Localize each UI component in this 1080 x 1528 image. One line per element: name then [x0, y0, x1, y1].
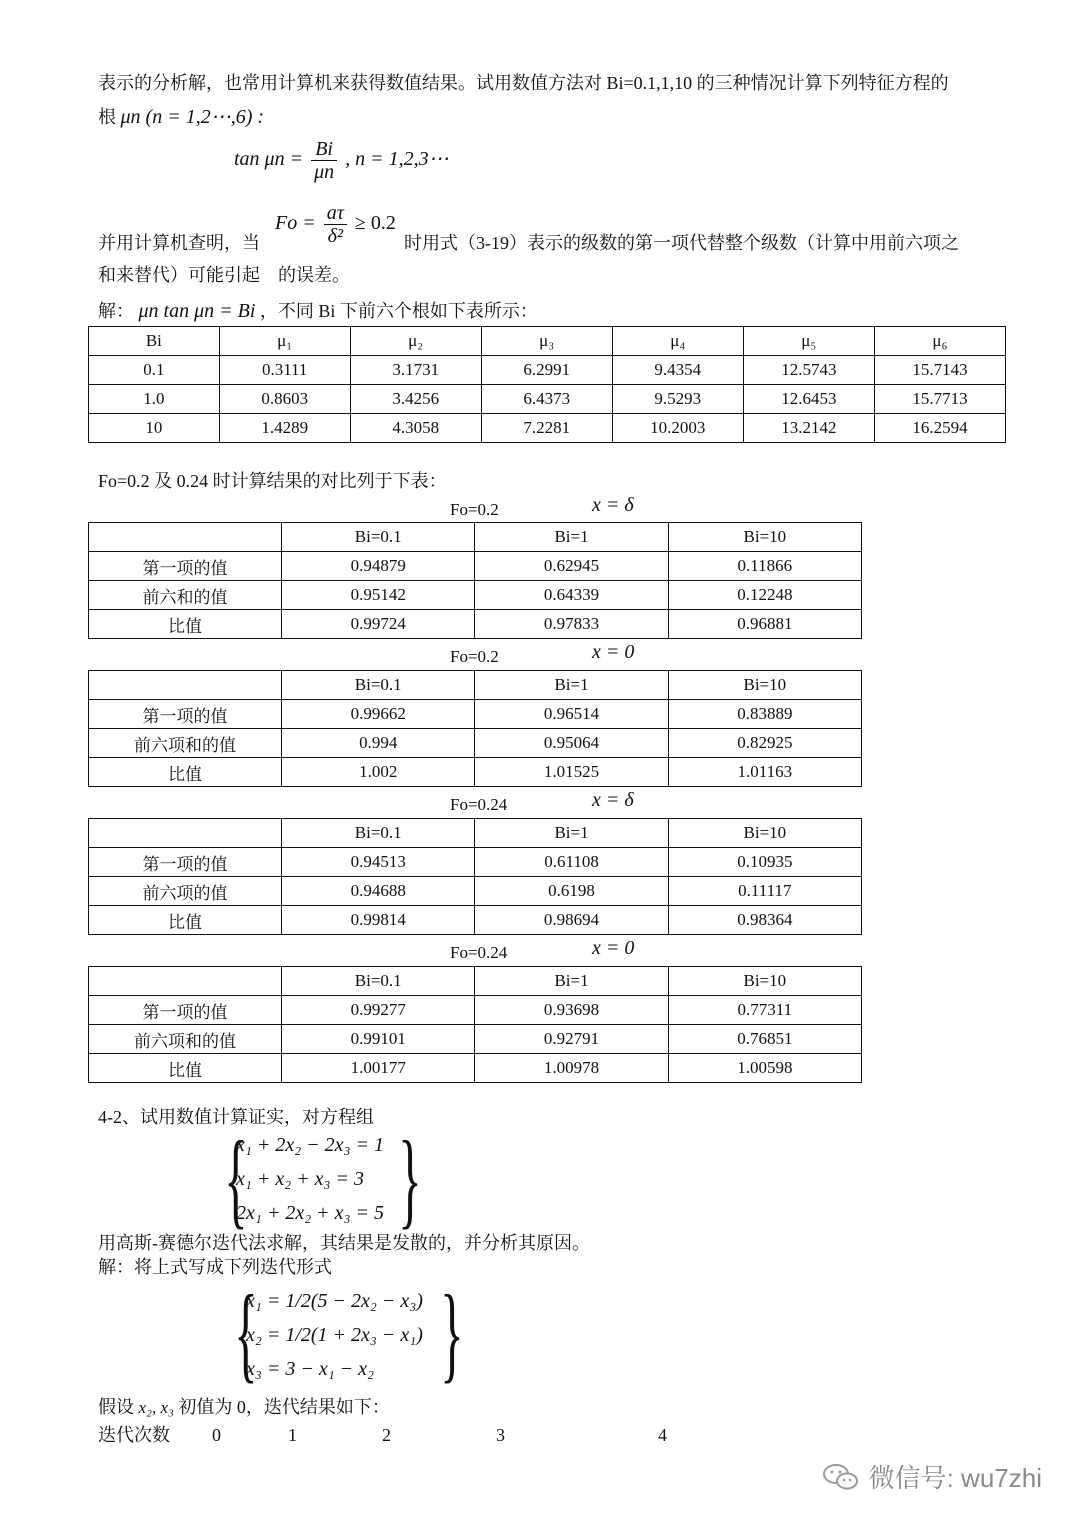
row-label-cell: 比值	[89, 1054, 282, 1083]
table-cell: 0.12248	[668, 581, 861, 610]
table-header-cell	[89, 819, 282, 848]
table-cell: 0.11117	[668, 877, 861, 906]
table-cell: 0.93698	[475, 996, 668, 1025]
table-header-cell: Bi=10	[668, 523, 861, 552]
table-header-cell: Bi=0.1	[282, 967, 475, 996]
wechat-icon	[821, 1462, 861, 1492]
watermark-text: 微信号: wu7zhi	[868, 1463, 1042, 1493]
fo-inequality	[275, 202, 396, 247]
table-cell: 0.77311	[668, 996, 861, 1025]
table-cell: 0.62945	[475, 552, 668, 581]
row-label-cell: 前六项和的值	[89, 1025, 282, 1054]
table-cell: 0.3111	[219, 356, 350, 385]
table-cell: 0.94688	[282, 877, 475, 906]
table-cell: 6.4373	[481, 385, 612, 414]
table-header-cell: Bi	[89, 327, 220, 356]
system-eq: x₁ + 2x₂ − 2x₃ = 1	[236, 1134, 384, 1156]
table-cell: 0.994	[282, 729, 475, 758]
table-cell: 0.92791	[475, 1025, 668, 1054]
tan-eq-numerator: Bi	[311, 138, 337, 161]
table-header-cell: Bi=1	[475, 523, 668, 552]
table-cell: 3.4256	[350, 385, 481, 414]
table-cell: 7.2281	[481, 414, 612, 443]
row-label-cell: 比值	[89, 758, 282, 787]
iteration-number: 0	[212, 1425, 221, 1445]
compare-intro: Fo=0.2 及 0.24 时计算结果的对比列于下表：	[98, 471, 447, 491]
table-cell: 0.99814	[282, 906, 475, 935]
table-row	[89, 385, 1006, 414]
table-header-row	[89, 523, 862, 552]
table-cell: 12.5743	[743, 356, 874, 385]
right-brace: }	[440, 1274, 464, 1393]
table-caption-fo: Fo=0.2	[450, 500, 499, 519]
table-header-row	[89, 327, 1006, 356]
table-cell: 0.95142	[282, 581, 475, 610]
table-cell: 9.5293	[612, 385, 743, 414]
table-cell: 3.1731	[350, 356, 481, 385]
table-cell: 1.00978	[475, 1054, 668, 1083]
table-cell: 0.6198	[475, 877, 668, 906]
table-header-row	[89, 671, 862, 700]
table-header-cell: μ₅	[743, 327, 874, 356]
row-label-cell: 前六和的值	[89, 581, 282, 610]
table-row	[89, 414, 1006, 443]
table-header-row	[89, 967, 862, 996]
fo-numerator: aτ	[324, 202, 347, 225]
table-header-cell	[89, 671, 282, 700]
table-cell: 0.94513	[282, 848, 475, 877]
tan-eq-right: , n = 1,2,3⋯	[345, 148, 449, 171]
table-header-cell: Bi=0.1	[282, 819, 475, 848]
row-label-cell: 第一项的值	[89, 552, 282, 581]
table-cell: 0.61108	[475, 848, 668, 877]
table-header-cell: Bi=1	[475, 671, 668, 700]
table-cell: 0.98694	[475, 906, 668, 935]
assume-prefix: 假设	[98, 1397, 134, 1417]
iteration-label: 迭代次数	[98, 1425, 170, 1445]
table-header-row	[89, 819, 862, 848]
table-cell: 4.3058	[350, 414, 481, 443]
row-label-cell: 第一项的值	[89, 700, 282, 729]
row-label-cell: 第一项的值	[89, 996, 282, 1025]
right-brace: }	[398, 1120, 422, 1239]
table-cell: 0.11866	[668, 552, 861, 581]
iteration-eq: x₃ = 3 − x₁ − x₂	[246, 1358, 374, 1380]
table-cell: 0.97833	[475, 610, 668, 639]
tan-eq-left: tan μn =	[234, 148, 304, 171]
iteration-solution-line: 解：将上式写成下列迭代形式	[98, 1257, 332, 1277]
table-cell: 1.00177	[282, 1054, 475, 1083]
assume-line	[98, 1396, 390, 1419]
table-cell: 12.6453	[743, 385, 874, 414]
left-brace: {	[224, 1120, 248, 1239]
fo-fraction	[324, 202, 347, 247]
table-caption-position: x = 0	[592, 641, 635, 663]
table-header-cell	[89, 523, 282, 552]
intro-line-2-prefix: 根	[98, 107, 116, 127]
intro-line-3-suffix: 时用式（3-19）表示的级数的第一项代替整个级数（计算中用前六项之	[404, 233, 959, 253]
tan-equation	[234, 138, 449, 183]
table-cell: 15.7713	[874, 385, 1005, 414]
system-eq: 2x₁ + 2x₂ + x₃ = 5	[236, 1202, 384, 1224]
problem-title: 4-2、试用数值计算证实，对方程组	[98, 1107, 374, 1127]
fo-denominator: δ²	[327, 225, 343, 247]
comparison-table	[88, 670, 862, 787]
row-label-cell: 第一项的值	[89, 848, 282, 877]
table-header-cell: Bi=1	[475, 819, 668, 848]
table-caption-fo: Fo=0.24	[450, 943, 508, 962]
table-cell: 0.10935	[668, 848, 861, 877]
table-header-cell: Bi=0.1	[282, 671, 475, 700]
row-label-cell: 前六项的值	[89, 877, 282, 906]
table-caption-fo: Fo=0.24	[450, 795, 508, 814]
table-header-cell: μ₆	[874, 327, 1005, 356]
fo-left: Fo =	[275, 212, 316, 235]
comparison-table	[88, 966, 862, 1083]
table-header-cell	[89, 967, 282, 996]
table-header-cell: μ₄	[612, 327, 743, 356]
table-row	[89, 996, 862, 1025]
iteration-eq: x₂ = 1/2(1 + 2x₃ − x₁)	[246, 1324, 423, 1346]
table-cell: 0.96881	[668, 610, 861, 639]
table-header-cell: μ₃	[481, 327, 612, 356]
iteration-header	[98, 1424, 798, 1448]
table-row	[89, 356, 1006, 385]
intro-line-3	[98, 232, 260, 254]
table-cell: 0.99101	[282, 1025, 475, 1054]
table-row	[89, 877, 862, 906]
table-row	[89, 906, 862, 935]
table-cell: 1.002	[282, 758, 475, 787]
intro-line-1: 表示的分析解，也常用计算机来获得数值结果。试用数值方法对 Bi=0.1,1,10 的三种情况计算下列特征方程的	[98, 73, 949, 93]
table-cell: 1.01163	[668, 758, 861, 787]
tan-eq-fraction	[311, 138, 337, 183]
row-label-cell: 比值	[89, 610, 282, 639]
iteration-number: 3	[496, 1425, 505, 1445]
iteration-number: 4	[658, 1425, 667, 1445]
table-header-cell: Bi=10	[668, 819, 861, 848]
table-caption-position: x = 0	[592, 937, 635, 959]
table-row	[89, 1025, 862, 1054]
table-cell: 0.99662	[282, 700, 475, 729]
table-cell: 16.2594	[874, 414, 1005, 443]
table-row	[89, 610, 862, 639]
comparison-table	[88, 522, 862, 639]
table-cell: 0.76851	[668, 1025, 861, 1054]
table-row	[89, 1054, 862, 1083]
table-cell: 10.2003	[612, 414, 743, 443]
table-header-cell: μ₁	[219, 327, 350, 356]
left-brace: {	[234, 1274, 258, 1393]
iteration-system	[234, 1274, 464, 1393]
row-label-cell: 前六项和的值	[89, 729, 282, 758]
table-cell: 0.94879	[282, 552, 475, 581]
table-caption-position: x = δ	[592, 494, 634, 516]
char-equation: μn tan μn = Bi	[138, 300, 256, 322]
tan-eq-denominator: μn	[314, 161, 335, 183]
table-cell: 6.2991	[481, 356, 612, 385]
comparison-table	[88, 818, 862, 935]
table-cell: 1.0	[89, 385, 220, 414]
table-cell: 0.98364	[668, 906, 861, 935]
equation-system	[224, 1120, 422, 1239]
intro-line-2	[98, 106, 264, 128]
table-cell: 0.8603	[219, 385, 350, 414]
fo-right: ≥ 0.2	[354, 212, 396, 235]
table-cell: 10	[89, 414, 220, 443]
table-caption-position: x = δ	[592, 789, 634, 811]
table-cell: 1.00598	[668, 1054, 861, 1083]
roots-table	[88, 326, 1006, 443]
table-cell: 1.4289	[219, 414, 350, 443]
table-caption-fo: Fo=0.2	[450, 647, 499, 666]
table-cell: 0.99277	[282, 996, 475, 1025]
table-cell: 9.4354	[612, 356, 743, 385]
table-header-cell: μ₂	[350, 327, 481, 356]
table-header-cell: Bi=10	[668, 671, 861, 700]
table-row	[89, 552, 862, 581]
table-row	[89, 581, 862, 610]
table-cell: 0.96514	[475, 700, 668, 729]
iteration-number: 2	[382, 1425, 391, 1445]
table-row	[89, 758, 862, 787]
system-eq: x₁ + x₂ + x₃ = 3	[236, 1168, 364, 1190]
table-row	[89, 700, 862, 729]
table-cell: 0.1	[89, 356, 220, 385]
iteration-eq: x₁ = 1/2(5 − 2x₂ − x₃)	[246, 1290, 423, 1312]
table-cell: 0.95064	[475, 729, 668, 758]
table-header-cell: Bi=10	[668, 967, 861, 996]
problem-statement: 用高斯-赛德尔迭代法求解，其结果是发散的，并分析其原因。	[98, 1233, 590, 1253]
solution-line	[98, 300, 538, 322]
table-cell: 0.82925	[668, 729, 861, 758]
table-cell: 13.2142	[743, 414, 874, 443]
table-cell: 0.99724	[282, 610, 475, 639]
table-cell: 1.01525	[475, 758, 668, 787]
table-cell: 15.7143	[874, 356, 1005, 385]
table-header-cell: Bi=0.1	[282, 523, 475, 552]
solution-prefix: 解：	[98, 301, 134, 321]
solution-suffix: ，不同 Bi 下前六个根如下表所示：	[259, 301, 538, 321]
assume-suffix: 初值为 0，迭代结果如下：	[178, 1397, 390, 1417]
table-cell: 0.64339	[475, 581, 668, 610]
table-row	[89, 729, 862, 758]
mu-n-range: μn (n = 1,2⋯,6) :	[120, 106, 265, 128]
assume-vars: x₂, x₃	[138, 1398, 174, 1417]
table-header-cell: Bi=1	[475, 967, 668, 996]
watermark	[821, 1458, 1042, 1495]
intro-line-4: 和来替代）可能引起 的误差。	[98, 265, 350, 285]
intro-line-3-prefix: 并用计算机查明，当	[98, 233, 260, 253]
table-row	[89, 848, 862, 877]
row-label-cell: 比值	[89, 906, 282, 935]
table-cell: 0.83889	[668, 700, 861, 729]
iteration-number: 1	[288, 1425, 297, 1445]
